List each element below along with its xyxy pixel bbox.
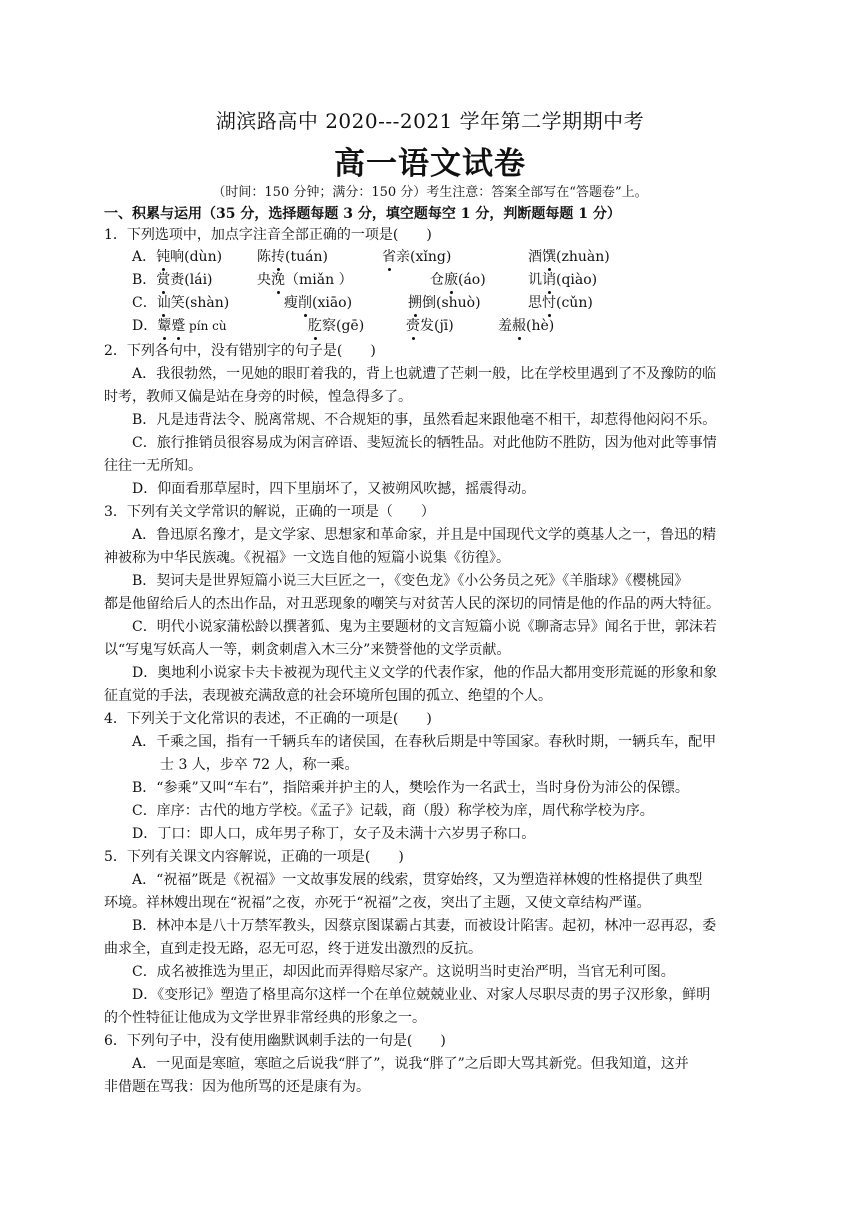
q1-option-a-word3: 省亲(xǐng)	[382, 249, 452, 265]
q1-option-d-word2: 肐察(gē)	[308, 318, 365, 334]
question-6-stem: 6．下列句子中，没有使用幽默讽刺手法的一句是( )	[104, 1033, 446, 1049]
q1-option-d: D．颦蹙 pín cù	[132, 318, 227, 334]
q6-option-a-line1: A．一见面是寒暄，寒暄之后说我“胖了”，说我“胖了”之后即大骂其新党。但我知道，这并	[132, 1056, 689, 1072]
q3-option-b-line2: 都是他留给后人的杰出作品，对丑恶现象的嘲笑与对贫苦人民的深切的同情是他的作品的两大特征。	[104, 596, 720, 612]
q5-option-a-line2: 环境。祥林嫂出现在“祝福”之夜，亦死于“祝福”之夜，突出了主题，又使文章结构严谨。	[104, 895, 651, 911]
q4-option-c: C．庠序：古代的地方学校。《孟子》记载，商（殷）称学校为庠，周代称学校为序。	[132, 803, 654, 819]
question-4-stem: 4．下列关于文化常识的表述，不正确的一项是( )	[104, 711, 432, 727]
q5-option-d-line2: 的个性特征让他成为文学世界非常经典的形象之一。	[104, 1010, 426, 1026]
q1-option-b: B．赏赉(lái)	[132, 272, 213, 288]
q1-option-c-word4: 思忖(cǔn)	[528, 295, 593, 311]
exam-title: 高一语文试卷	[334, 146, 526, 182]
q3-option-d-line2: 征直觉的手法，表现被充满敌意的社会环境所包围的孤立、绝望的个人。	[104, 688, 552, 704]
q1-option-c-word2: 瘦削(xiāo)	[284, 295, 353, 311]
school-title: 湖滨路高中 2020---2021 学年第二学期期中考	[215, 109, 645, 133]
q3-option-d-line1: D．奥地利小说家卡夫卡被视为现代主义文学的代表作家，他的作品大都用变形荒诞的形象和象	[132, 665, 718, 681]
question-3-stem: 3．下列有关文学常识的解说，正确的一项是（ ）	[104, 504, 435, 520]
question-5-stem: 5．下列有关课文内容解说，正确的一项是( )	[104, 849, 404, 865]
q2-option-a-line1: A．我很勃然，一见她的眼盯着我的，背上也就遭了芒刺一般，比在学校里遇到了不及豫防的临	[132, 366, 717, 382]
q1-option-c: C．讪笑(shàn)	[132, 295, 230, 311]
q5-option-b-line1: B．林冲本是八十万禁军教头，因蔡京图谋霸占其妻，而被设计陷害。起初，林冲一忍再忍，委	[132, 918, 717, 934]
q1-option-b-word2: 央浼（miǎn ）	[257, 272, 353, 288]
q2-option-c-line2: 往往一无所知。	[104, 458, 202, 474]
q3-option-c-line1: C．明代小说家蒲松龄以撰著狐、鬼为主要题材的文言短篇小说《聊斋志异》闻名于世，郭沫若	[132, 619, 717, 635]
q2-option-a-line2: 时考，教师又偏是站在身旁的时候，惶急得多了。	[104, 389, 412, 405]
q5-option-a-line1: A．“祝福”既是《祝福》一文故事发展的线索，贯穿始终，又为塑造祥林嫂的性格提供了典型	[132, 872, 703, 888]
q4-option-a-line1: A．千乘之国，指有一千辆兵车的诸侯国，在春秋后期是中等国家。春秋时期，一辆兵车，配甲	[132, 734, 717, 750]
q1-option-a-word2: 陈抟(tuán)	[257, 249, 328, 265]
q1-option-c-word3: 搠倒(shuò)	[408, 295, 481, 311]
q3-option-a-line2: 神被称为中华民族魂。《祝福》一文选自他的短篇小说集《彷徨》。	[104, 550, 510, 566]
q3-option-a-line1: A．鲁迅原名豫才，是文学家、思想家和革命家，并且是中国现代文学的奠基人之一，鲁迅的精	[132, 527, 717, 543]
question-1-stem: 1．下列选项中，加点字注音全部正确的一项是( )	[104, 227, 432, 243]
q2-option-c-line1: C．旅行推销员很容易成为闲言碎语、斐短流长的牺牲品。对此他防不胜防，因为他对此等事情	[132, 435, 717, 451]
q1-option-b-word3: 仓廒(áo)	[430, 272, 486, 288]
q3-option-c-line2: 以“写鬼写妖高人一等，刺贪刺虐入木三分”来赞誉他的文学贡献。	[104, 642, 511, 658]
q6-option-a-line2: 非借题在骂我：因为他所骂的还是康有为。	[104, 1079, 370, 1095]
q1-option-b-word4: 讥诮(qiào)	[528, 272, 598, 288]
q1-option-d-word4: 羞赧(hè)	[498, 318, 555, 334]
section-heading: 一、积累与运用（35 分，选择题每题 3 分，填空题每空 1 分，判断题每题 1 分）	[104, 206, 621, 222]
question-2-stem: 2．下列各句中，没有错别字的句子是( )	[104, 343, 376, 359]
q1-option-d-word3: 赍发(jī)	[406, 318, 454, 334]
q4-option-d: D．丁口：即人口，成年男子称丁，女子及未满十六岁男子称口。	[132, 826, 536, 842]
q1-option-a-word4: 酒馔(zhuàn)	[528, 249, 610, 265]
q5-option-b-line2: 曲求全，直到走投无路，忍无可忍，终于迸发出激烈的反抗。	[104, 941, 482, 957]
q3-option-b-line1: B．契诃夫是世界短篇小说三大巨匠之一，《变色龙》《小公务员之死》《羊脂球》《樱桃园》	[132, 573, 689, 589]
q1-option-a: A．钝响(dùn)	[132, 249, 223, 265]
q2-option-d: D．仰面看那草屋时，四下里崩坏了，又被朔风吹撼，摇震得动。	[132, 481, 536, 497]
q4-option-b: B．“参乘”又叫“车右”，指陪乘并护主的人，樊哙作为一名武士，当时身份为沛公的保镖。	[132, 780, 689, 796]
exam-instructions: （时间：150 分钟；满分：150 分）考生注意：答案全部写在“答题卷”上。	[212, 185, 648, 200]
q2-option-b: B．凡是违背法令、脱离常规、不合规矩的事，虽然看起来跟他毫不相干，却惹得他闷闷不乐。	[132, 412, 717, 428]
q5-option-d-line1: D．《变形记》塑造了格里高尔这样一个在单位兢兢业业、对家人尽职尽责的男子汉形象，鲜明	[132, 987, 711, 1003]
q4-option-a-line2: 士 3 人，步卒 72 人，称一乘。	[160, 757, 359, 773]
q5-option-c: C．成名被推选为里正，却因此而弄得赔尽家产。这说明当时吏治严明，当官无利可图。	[132, 964, 675, 980]
